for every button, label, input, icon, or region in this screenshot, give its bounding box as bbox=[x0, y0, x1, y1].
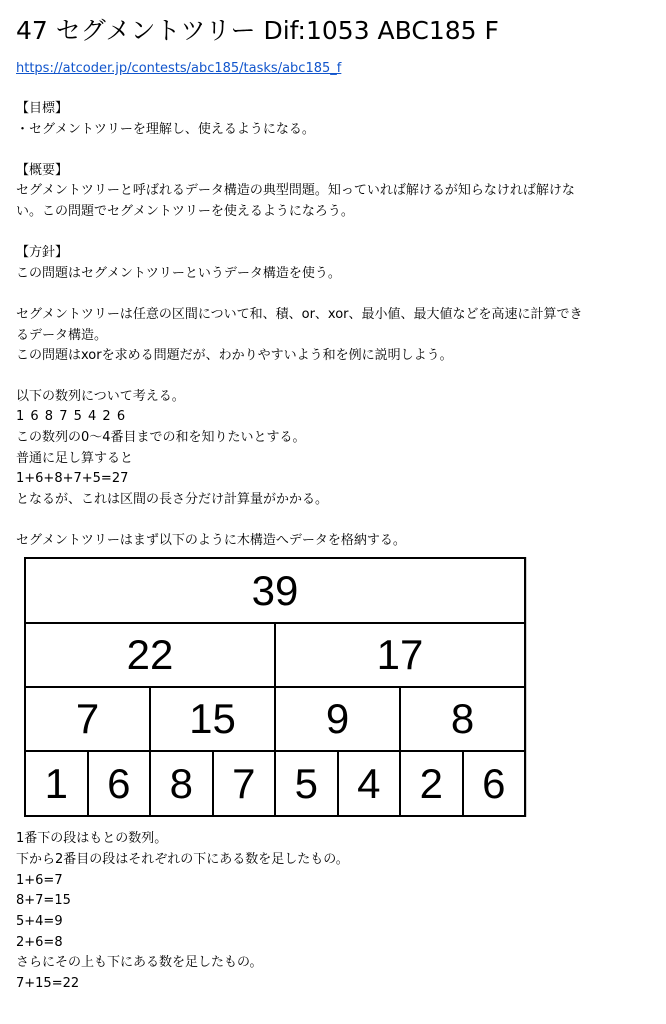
page-title: 47 セグメントツリー Dif:1053 ABC185 F bbox=[16, 16, 499, 45]
text-line: この問題はxorを求める問題だが、わかりやすいよう和を例に説明しよう。 bbox=[16, 348, 453, 363]
tree-node: 15 bbox=[149, 688, 274, 750]
tree-level-3 bbox=[26, 752, 524, 815]
text-line: 普通に足し算すると bbox=[16, 451, 134, 466]
text-line: セグメントツリーは任意の区間について和、積、or、xor、最小値、最大値などを高速に計算でき bbox=[16, 307, 583, 322]
formula-line: 7+15=22 bbox=[16, 976, 80, 991]
tree-node: 22 bbox=[126, 631, 174, 678]
formula-line: 2+6=8 bbox=[16, 935, 63, 950]
text-line: るデータ構造。 bbox=[16, 328, 108, 343]
segment-tree-diagram bbox=[24, 557, 526, 817]
tree-node: 9 bbox=[274, 688, 399, 750]
text-line: い。この問題でセグメントツリーを使えるようになろう。 bbox=[16, 204, 354, 219]
tree-node: 17 bbox=[274, 624, 524, 686]
tree-leaf: 2 bbox=[399, 752, 462, 815]
text-line: 下から2番目の段はそれぞれの下にある数を足したもの。 bbox=[16, 852, 349, 867]
text-line: 以下の数列について考える。 bbox=[16, 389, 185, 404]
text-line: この問題はセグメントツリーというデータ構造を使う。 bbox=[16, 266, 341, 281]
tree-leaf: 5 bbox=[274, 752, 337, 815]
text-line: セグメントツリーはまず以下のように木構造へデータを格納する。 bbox=[16, 533, 406, 548]
heading-goal: 【目標】 bbox=[16, 101, 69, 116]
text-line: 1番下の段はもとの数列。 bbox=[16, 831, 168, 846]
problem-link[interactable]: https://atcoder.jp/contests/abc185/tasks/abc185_f bbox=[16, 61, 342, 76]
formula-line: 1+6+8+7+5=27 bbox=[16, 471, 129, 486]
text-line: さらにその上も下にある数を足したもの。 bbox=[16, 955, 263, 970]
tree-node: 7 bbox=[75, 695, 100, 742]
text-line: となるが、これは区間の長さ分だけ計算量がかかる。 bbox=[16, 492, 329, 507]
tree-leaf: 7 bbox=[212, 752, 275, 815]
tree-leaf: 8 bbox=[149, 752, 212, 815]
formula-line: 8+7=15 bbox=[16, 893, 71, 908]
tree-node: 39 bbox=[251, 566, 299, 614]
tree-level-0 bbox=[26, 559, 524, 624]
tree-leaf: 1 bbox=[44, 759, 68, 807]
tree-level-2 bbox=[26, 688, 524, 752]
text-line: セグメントツリーと呼ばれるデータ構造の典型問題。知っていれば解けるが知らなければ解けな bbox=[16, 183, 575, 198]
tree-node: 8 bbox=[399, 688, 524, 750]
formula-line: 1+6=7 bbox=[16, 873, 63, 888]
tree-leaf: 6 bbox=[462, 752, 525, 815]
formula-line: 5+4=9 bbox=[16, 914, 63, 929]
text-line: この数列の0～4番目までの和を知りたいとする。 bbox=[16, 430, 306, 445]
sequence-line: 1 6 8 7 5 4 2 6 bbox=[16, 409, 127, 424]
text-line: ・セグメントツリーを理解し、使えるようになる。 bbox=[16, 122, 315, 137]
heading-policy: 【方針】 bbox=[16, 245, 69, 260]
grid-line bbox=[526, 557, 527, 817]
tree-leaf: 4 bbox=[337, 752, 400, 815]
tree-level-1 bbox=[26, 624, 524, 688]
tree-leaf: 6 bbox=[87, 752, 150, 815]
heading-overview: 【概要】 bbox=[16, 163, 69, 178]
